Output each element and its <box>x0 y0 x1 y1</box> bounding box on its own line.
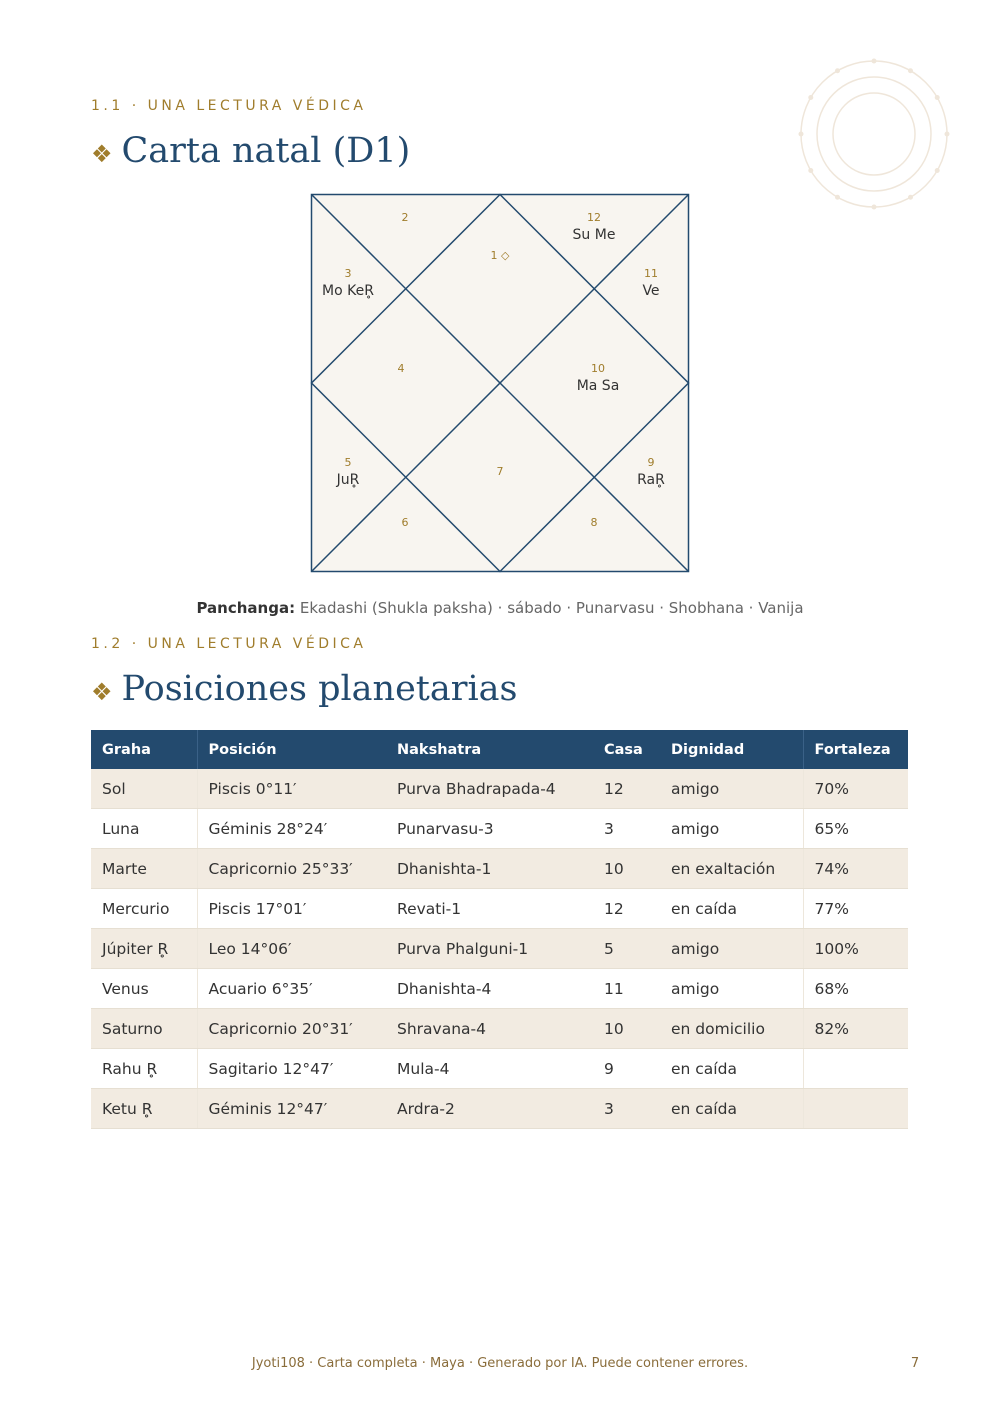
table-cell: Capricornio 20°31′ <box>197 1009 386 1049</box>
table-cell: en exaltación <box>660 849 803 889</box>
natal-chart-d1 <box>310 193 690 573</box>
table-row <box>91 969 908 1009</box>
panchanga-line <box>0 599 1000 617</box>
table-cell: 12 <box>593 889 660 929</box>
table-cell: en caída <box>660 1089 803 1129</box>
table-row <box>91 929 908 969</box>
table-cell: Ardra-2 <box>386 1089 593 1129</box>
table-cell: amigo <box>660 929 803 969</box>
house-number: 3 <box>344 267 352 280</box>
table-cell: 9 <box>593 1049 660 1089</box>
column-header-posicion: Posición <box>197 730 386 769</box>
table-cell: Revati-1 <box>386 889 593 929</box>
table-cell: Purva Bhadrapada-4 <box>386 769 593 809</box>
table-cell: Purva Phalguni-1 <box>386 929 593 969</box>
table-cell: Júpiter R̥ <box>91 929 197 969</box>
section-eyebrow-1: 1.1 · UNA LECTURA VÉDICA <box>91 98 367 114</box>
house-number: 10 <box>591 362 605 375</box>
diamond-bullet-icon: ❖ <box>91 140 113 168</box>
table-cell <box>803 1049 908 1089</box>
house-planets: JuR̥ <box>336 472 360 488</box>
house-planets: RaR̥ <box>637 472 665 488</box>
table-cell: Leo 14°06′ <box>197 929 386 969</box>
table-cell: Dhanishta-4 <box>386 969 593 1009</box>
table-cell: Rahu R̥ <box>91 1049 197 1089</box>
table-cell: en caída <box>660 1049 803 1089</box>
table-cell: amigo <box>660 769 803 809</box>
house-number: 2 <box>401 211 409 224</box>
planet-positions-table <box>91 730 908 1129</box>
table-row <box>91 1089 908 1129</box>
house-number: 4 <box>397 362 405 375</box>
table-cell: Ketu R̥ <box>91 1089 197 1129</box>
house-planets: Su Me <box>572 227 616 243</box>
house-number: 1 ◇ <box>490 249 510 262</box>
column-header-casa: Casa <box>593 730 660 769</box>
table-row <box>91 809 908 849</box>
table-cell: Shravana-4 <box>386 1009 593 1049</box>
table-cell: Dhanishta-1 <box>386 849 593 889</box>
house-number: 8 <box>590 516 598 529</box>
section-heading-1 <box>91 131 410 171</box>
house-number: 7 <box>496 465 504 478</box>
table-cell: 11 <box>593 969 660 1009</box>
table-cell: Piscis 0°11′ <box>197 769 386 809</box>
table-cell <box>803 1089 908 1129</box>
column-header-dignidad: Dignidad <box>660 730 803 769</box>
house-number: 11 <box>644 267 658 280</box>
table-cell: 82% <box>803 1009 908 1049</box>
house-number: 12 <box>587 211 601 224</box>
section-title: Posiciones planetarias <box>121 669 518 709</box>
table-cell: 5 <box>593 929 660 969</box>
page-title: Carta natal (D1) <box>121 131 411 171</box>
table-row <box>91 1049 908 1089</box>
table-cell: 100% <box>803 929 908 969</box>
table-header-row <box>91 730 908 769</box>
table-cell: Luna <box>91 809 197 849</box>
decorative-circle-ornament <box>795 56 953 214</box>
section-heading-2 <box>91 669 518 709</box>
house-number: 9 <box>647 456 655 469</box>
table-cell: Saturno <box>91 1009 197 1049</box>
table-cell: Piscis 17°01′ <box>197 889 386 929</box>
table-cell: 70% <box>803 769 908 809</box>
table-row <box>91 769 908 809</box>
table-cell: 10 <box>593 849 660 889</box>
table-cell: en domicilio <box>660 1009 803 1049</box>
table-cell: Sol <box>91 769 197 809</box>
house-planets: Mo KeR̥ <box>322 283 374 299</box>
panchanga-label: Panchanga: <box>196 599 296 617</box>
panchanga-value: Ekadashi (Shukla paksha) · sábado · Punarvasu · Shobhana · Vanija <box>299 599 804 617</box>
table-row <box>91 889 908 929</box>
table-cell: Venus <box>91 969 197 1009</box>
page-footer: Jyoti108 · Carta completa · Maya · Generado por IA. Puede contener errores. <box>251 1356 749 1371</box>
table-cell: 12 <box>593 769 660 809</box>
table-cell: 65% <box>803 809 908 849</box>
table-cell: 3 <box>593 809 660 849</box>
table-cell: 10 <box>593 1009 660 1049</box>
table-cell: 68% <box>803 969 908 1009</box>
table-cell: 74% <box>803 849 908 889</box>
column-header-nakshatra: Nakshatra <box>386 730 593 769</box>
table-cell: Punarvasu-3 <box>386 809 593 849</box>
house-planets: Ve <box>642 283 660 299</box>
table-cell: amigo <box>660 809 803 849</box>
page-number: 7 <box>910 1356 920 1371</box>
house-planets: Ma Sa <box>576 378 620 394</box>
table-cell: en caída <box>660 889 803 929</box>
table-cell: Mula-4 <box>386 1049 593 1089</box>
table-cell: Sagitario 12°47′ <box>197 1049 386 1089</box>
table-cell: Géminis 12°47′ <box>197 1089 386 1129</box>
table-cell: amigo <box>660 969 803 1009</box>
table-cell: Acuario 6°35′ <box>197 969 386 1009</box>
section-eyebrow-2: 1.2 · UNA LECTURA VÉDICA <box>91 636 367 652</box>
diamond-bullet-icon: ❖ <box>91 678 113 706</box>
table-cell: Marte <box>91 849 197 889</box>
table-row <box>91 849 908 889</box>
table-cell: Mercurio <box>91 889 197 929</box>
house-number: 5 <box>344 456 352 469</box>
column-header-graha: Graha <box>91 730 197 769</box>
house-number: 6 <box>401 516 409 529</box>
column-header-fortaleza: Fortaleza <box>803 730 908 769</box>
table-cell: Géminis 28°24′ <box>197 809 386 849</box>
table-cell: 3 <box>593 1089 660 1129</box>
table-cell: 77% <box>803 889 908 929</box>
table-row <box>91 1009 908 1049</box>
table-cell: Capricornio 25°33′ <box>197 849 386 889</box>
